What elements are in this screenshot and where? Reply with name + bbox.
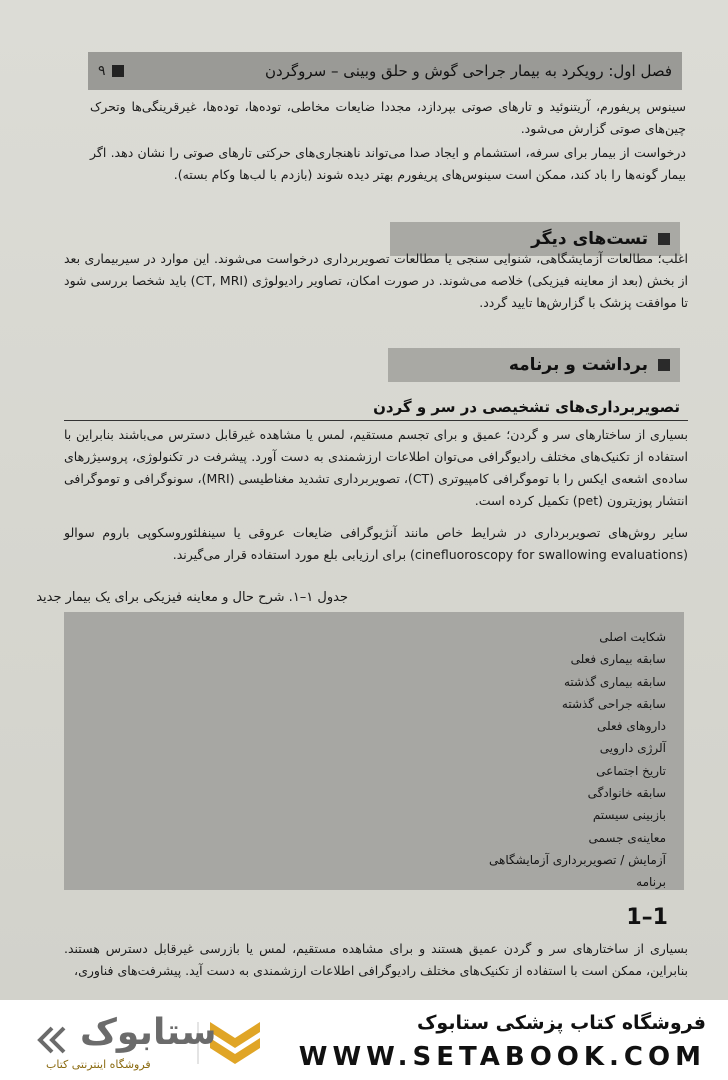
square-bullet-icon	[112, 65, 124, 77]
section-title: برداشت و برنامه	[508, 355, 648, 375]
logo-subtitle: فروشگاه اینترنتی کتاب	[46, 1058, 151, 1071]
square-bullet-icon	[658, 233, 670, 245]
table-row: سابقه بیماری گذشته	[563, 674, 666, 689]
imaging-paragraph-1: بسیاری از ساختارهای سر و گردن؛ عمیق و برای تجسم مستقیم، لمس یا مشاهده غیرقابل دسترس می‌باشند بنابراین با استفاده از تکنیک‌های مختلف رادیوگرافی می‌توان اطلاعات ارزشمندی به دست آورد. پیشرفت در تکنولوژی، پروسیژرهای ساده‌ی اشعه‌ی ایکس را با توموگرافی کامپیوتری (CT)، تصویربرداری تشدید مغناطیسی (MRI)، سونوگرافی و توموگرافی انتشار پوزیترون (pet) تکمیل کرده است.	[64, 427, 688, 508]
other-tests-paragraph: اغلب؛ مطالعات آزمایشگاهی، شنوایی سنجی یا مطالعات تصویربرداری درخواست می‌شوند. این موارد در سیربیماری بعد از بخش (بعد از معاینه فیزیکی) خلاصه می‌شوند. در صورت امکان، تصاویر رادیولوژی (CT, MRI) باید شخصا بررسی شود تا موافقت پزشک با گزارش‌ها تایید گردد.	[64, 251, 689, 310]
page-number-group	[98, 63, 124, 79]
section-plan-header	[388, 348, 680, 382]
table-row: معاینه‌ی جسمی	[588, 830, 666, 845]
table-row: آلرژی دارویی	[599, 741, 666, 756]
logo-wordmark: ستابوک	[80, 1012, 217, 1053]
section-1-1-paragraph: بسیاری از ساختارهای سر و گردن عمیق هستند و برای مشاهده مستقیم، لمس یا بازرسی غیرقابل دسترس هستند. بنابراین، ممکن است با استفاده از تکنیک‌های مختلف رادیوگرافی اطلاعات ارزشمندی به دست آید. پیشرفت‌های فناوری،	[64, 941, 688, 978]
table-row: بازبینی سیستم	[592, 808, 666, 823]
table-caption: جدول ۱–۱. شرح حال و معاینه فیزیکی برای یک بیمار جدید	[36, 590, 348, 605]
intro-paragraph-1: سینوس پریفورم، آریتنوئید و تارهای صوتی بپردازد، مجددا ضایعات مخاطی، توده‌ها، توده‌ها، غیرقرینگی‌ها وتحرک چین‌های صوتی گزارش می‌شود.	[90, 99, 686, 136]
chapter-header	[88, 52, 682, 90]
chapter-title: فصل اول: رویکرد به بیمار جراحی گوش و حلق وبینی – سروگردن	[264, 62, 672, 80]
imaging-heading: تصویربرداری‌های تشخیصی در سر و گردن	[373, 398, 680, 416]
store-name: فروشگاه کتاب پزشکی ستابوک	[416, 1012, 706, 1034]
section-number: 1–1	[626, 905, 668, 930]
section-title: تست‌های دیگر	[531, 229, 648, 249]
table-row: برنامه	[636, 875, 666, 890]
table-row: سابقه بیماری فعلی	[570, 652, 666, 667]
table-row: داروهای فعلی	[597, 719, 666, 734]
intro-paragraph-2: درخواست از بیمار برای سرفه، استشمام و ایجاد صدا می‌تواند ناهنجاری‌های حرکتی تارهای صوتی را نشان دهد. اگر بیمار گونه‌ها را باد کند، ممکن است سینوس‌های پریفورم بهتر دیده شوند (بازدم با لب‌ها وکام بسته).	[90, 145, 686, 182]
table-row: شکایت اصلی	[599, 630, 666, 644]
page-number: ۹	[98, 63, 106, 79]
imaging-paragraph-2: سایر روش‌های تصویربرداری در شرایط خاص مانند آنژیوگرافی ضایعات عروقی یا سینفلئوروسکوپی باروم سوالو (cinefluoroscopy for swallowing evaluations) برای ارزیابی بلع مورد استفاده قرار می‌گیرند.	[64, 525, 688, 562]
history-table	[64, 612, 684, 890]
table-row: تاریخ اجتماعی	[596, 763, 666, 778]
table-row: آزمایش / تصویربرداری آزمایشگاهی	[489, 852, 666, 867]
table-row: سابقه خانوادگی	[587, 786, 666, 801]
table-row: سابقه جراحی گذشته	[561, 696, 666, 711]
store-url[interactable]: WWW.SETABOOK.COM	[298, 1042, 706, 1072]
square-bullet-icon	[658, 359, 670, 371]
heading-rule	[64, 420, 688, 421]
store-banner	[0, 1000, 728, 1080]
